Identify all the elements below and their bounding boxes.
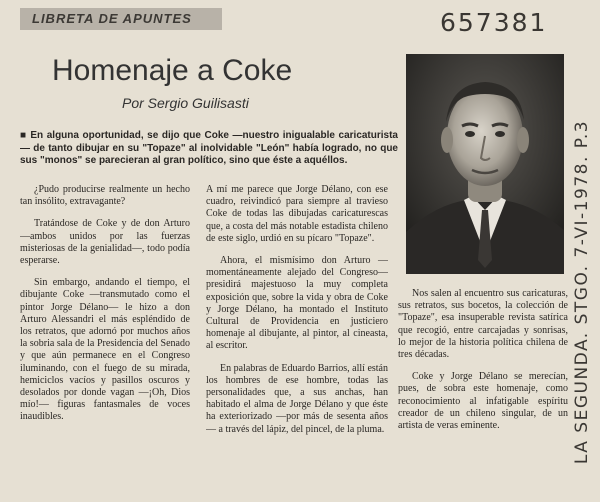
article-column-1 <box>20 184 190 500</box>
article-intro <box>20 130 398 168</box>
article-intro-text: En alguna oportunidad, se dijo que Coke —nuestro inigualable caricaturista— de tanto dibujar en su "Topaze" al inolvidable "León" había logrado, no que sus "monos" se parecieran al gran político, sino que éste a aquéllos. <box>20 130 398 166</box>
article-paragraph: Nos salen al encuentro sus caricaturas, sus retratos, sus bocetos, la colección de "Topaze", esa insuperable revista satírica que recogió, entre carcajadas y sonrisas, lo mejor de la historia política chilena de tres décadas. <box>398 288 568 361</box>
author-portrait-photo <box>406 54 564 274</box>
handwritten-margin-note <box>566 92 598 492</box>
article-paragraph: A mí me parece que Jorge Délano, con ese cuadro, reivindicó para siempre al travieso Coke de todas las dibujadas caricaturescas que, a costa del más notable estadista chileno de este siglo, urdió en su pícaro "Topaze". <box>206 184 388 244</box>
article-column-3 <box>398 288 568 500</box>
article-paragraph: Ahora, el mismísimo don Arturo —momentáneamente alejado del Congreso— presidirá majestuoso la muy completa exposición que, sobre la vida y obra de Coke y Jorge Délano, ha montado el Instituto Cultural de Providencia en justiciero homenaje al dibujante, al pintor, al cineasta, al escritor. <box>206 255 388 352</box>
article-paragraph: ¿Pudo producirse realmente un hecho tan insólito, extravagante? <box>20 184 190 208</box>
article-paragraph: Coke y Jorge Délano se merecían, pues, de sobra este homenaje, como reconocimiento al infatigable espíritu creador de un chileno singular, de un artista de veras eminente. <box>398 371 568 432</box>
handwritten-archive-number: 657381 <box>440 8 548 37</box>
article-column-2 <box>206 184 388 500</box>
article-paragraph: Sin embargo, andando el tiempo, el dibujante Coke —transmutado como el pintor Jorge Délano— le hizo a don Arturo Alessandri el más espléndido de los retratos, que adornó por muchos años la sobria sala de la Presidencia del Senado y que aún permanece en el Congreso iluminando, con el fuego de su mirada, hemiciclos vacíos y pasillos oscuros y desolados por donde vagan —¡Oh, Dios mío!— figuras fantasmales de voces inaudibles. <box>20 277 190 423</box>
article-paragraph: En palabras de Eduardo Barrios, allí están los hombres de ese hombre, todas las personalidades que, a sus anchas, han habitado el alma de Jorge Délano y que éste ha exteriorizado —por más de sesenta años— a través del lápiz, del pincel, de la pluma. <box>206 362 388 435</box>
article-byline: Por Sergio Guilisasti <box>122 95 249 111</box>
article-paragraph: Tratándose de Coke y de don Arturo —ambos unidos por las fuerzas misteriosas de la genialidad—, todo podía esperarse. <box>20 218 190 267</box>
margin-note-text: LA SEGUNDA. STGO. 7-VI-1978. P.3 <box>572 119 592 465</box>
article-title: Homenaje a Coke <box>52 54 293 87</box>
section-tag: LIBRETA DE APUNTES <box>20 8 222 30</box>
square-bullet-icon: ■ <box>20 130 27 141</box>
